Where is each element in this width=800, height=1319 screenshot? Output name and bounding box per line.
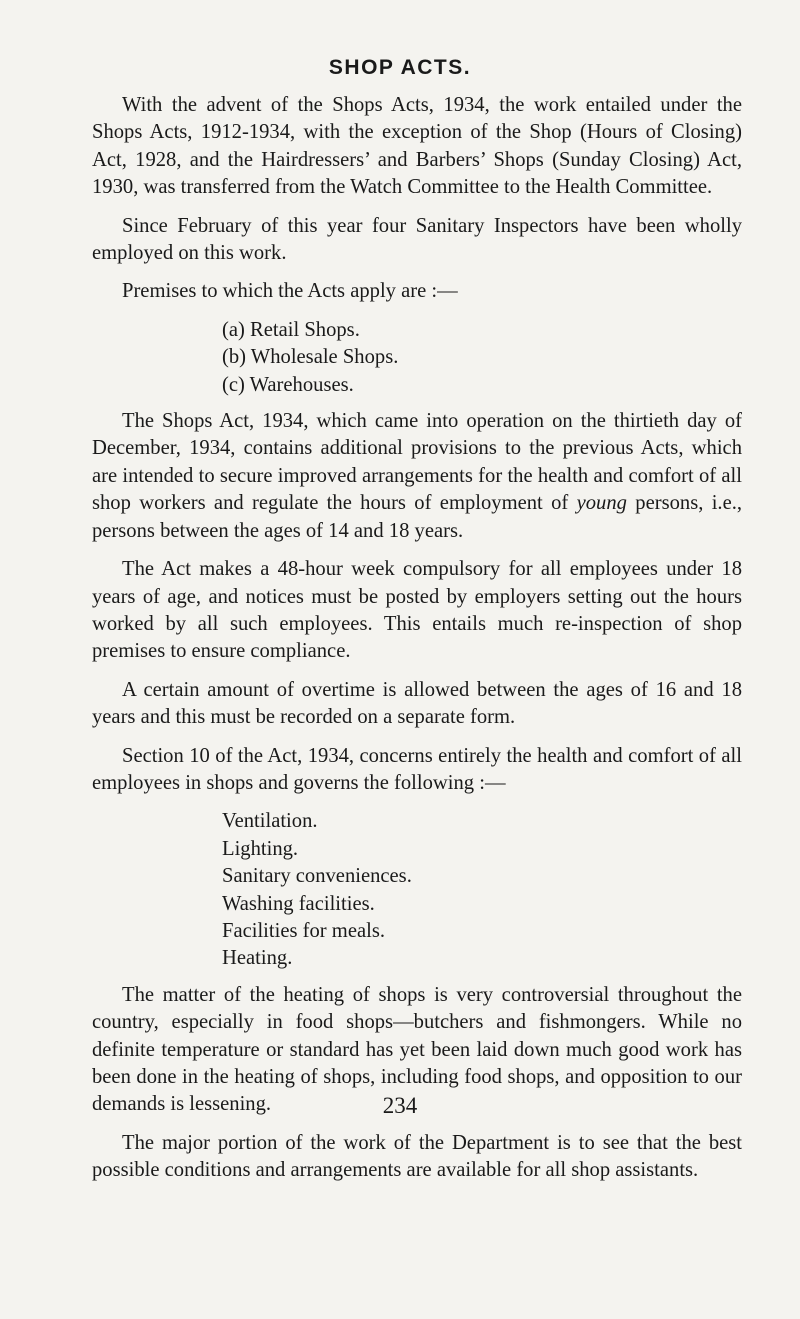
emphasis-text: young [576,492,627,515]
page-number: 234 [382,1093,418,1118]
list-item: Ventilation. [222,810,318,833]
paragraph-text: persons, i.e., persons between the ages of 14 and 18 years. [92,492,743,542]
list-item: Heating. [222,947,293,970]
section-10-list [92,808,742,972]
paragraph-section-10: Section 10 of the Act, 1934, concerns entirely the health and comfort of all employees in shops and governs the following :— [92,744,742,794]
paragraph-shops-act-1934 [92,408,742,545]
paragraph-department-work: The major portion of the work of the Department is to see that the best possible conditions and arrangements are available for all shop assistants. [92,1131,742,1182]
list-item: (c) Warehouses. [222,373,354,396]
paragraph-overtime: A certain amount of overtime is allowed between the ages of 16 and 18 years and this must be recorded on a separate form. [92,678,742,729]
paragraph-48-hour-week: The Act makes a 48-hour week compulsory for all employees under 18 years of age, and notices must be posted by employers setting out the hours worked by all such employees. This entails much re-inspection of shop premises to ensure compliance. [92,558,742,663]
paragraph-premises-intro: Premises to which the Acts apply are :— [122,280,458,303]
paragraph-shops-acts-transfer: With the advent of the Shops Acts, 1934, the work entailed under the Shops Acts, 1912-1934, with the exception of the Shop (Hours of Closing) Act, 1928, and the Hairdressers’ and Barbers’ Shops (Sunday Closing) Act, 1930, was transferred from the Watch Committee to the Health Committee. [92,94,742,199]
premises-list [92,317,742,399]
paragraph-heating-of-shops: The matter of the heating of shops is very controversial throughout the country, especially in food shops—butchers and fishmongers. While no definite temperature or standard has yet been laid down much good work has been done in the heating of shops, including food shops, and opposition to our demands is lessening. [92,983,742,1116]
list-item: Washing facilities. [222,892,375,915]
list-item: (b) Wholesale Shops. [222,346,399,369]
paragraph-sanitary-inspectors: Since February of this year four Sanitary Inspectors have been wholly employed on this work. [92,214,742,265]
list-item: Lighting. [222,837,299,860]
list-item: (a) Retail Shops. [222,318,360,341]
page-title: SHOP ACTS. [328,56,472,79]
list-item: Facilities for meals. [222,919,385,942]
list-item: Sanitary conveniences. [222,865,412,888]
body-text [92,92,742,1196]
paragraph-text: The Shops Act, 1934, which came into operation on the thirtieth day of December, 1934, contains additional provisions to the previous Acts, which are intended to secure improved arrangements for the health and comfort of all shop workers and regulate the hours of employment of [92,410,742,515]
